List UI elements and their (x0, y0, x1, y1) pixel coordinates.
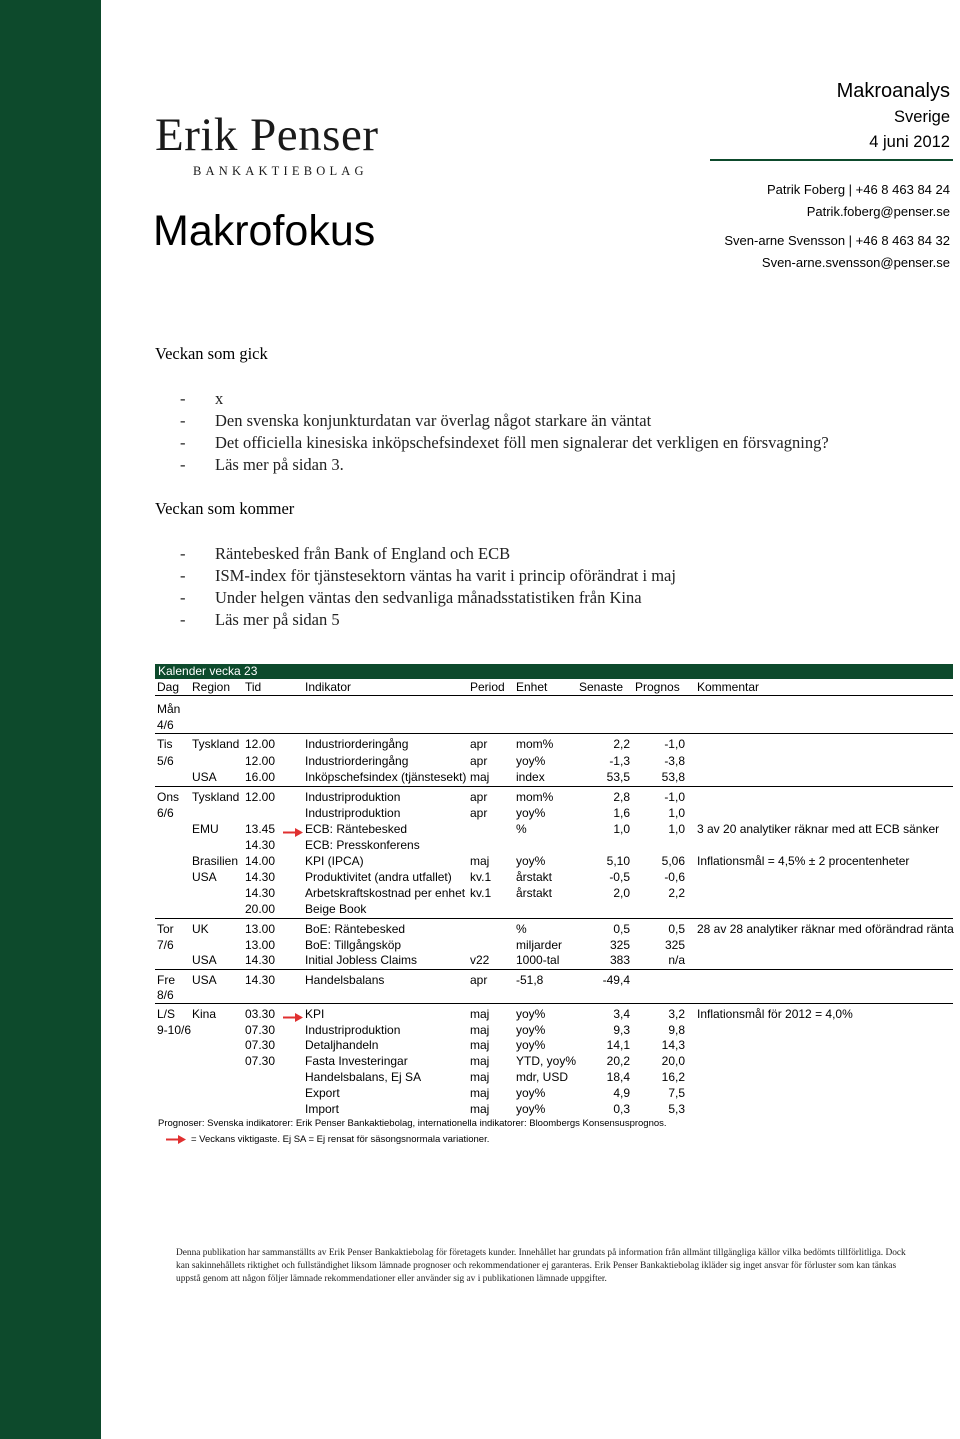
day-separator (155, 1003, 953, 1004)
cell-last: 14,1 (606, 1038, 630, 1052)
cell-region: Brasilien (192, 854, 239, 868)
cell-indicator: Industriproduktion (305, 790, 401, 804)
cell-day: Tor (157, 922, 174, 936)
cell-unit: yoy% (516, 854, 546, 868)
cell-indicator: KPI (IPCA) (305, 854, 364, 868)
legend-note: = Veckans viktigaste. Ej SA = Ej rensat för säsongsnormala variationer. (191, 1134, 490, 1145)
cell-last: 383 (609, 953, 630, 967)
list-item: - Under helgen väntas den sedvanliga månadsstatistiken från Kina (180, 588, 642, 607)
cell-forecast: 2,2 (668, 886, 685, 900)
cell-last: 0,3 (613, 1102, 630, 1116)
cell-time: 07.30 (245, 1054, 276, 1068)
cell-indicator: Industriproduktion (305, 1023, 401, 1037)
cell-indicator: Handelsbalans (305, 973, 385, 987)
cell-day: Fre (157, 973, 175, 987)
footnotes (158, 1118, 667, 1145)
cell-unit: yoy% (516, 1007, 546, 1021)
cell-period: maj (470, 1007, 490, 1021)
cell-time: 03.30 (245, 1007, 276, 1021)
cell-last: 20,2 (606, 1054, 630, 1068)
cell-day: Mån (157, 702, 181, 716)
cell-indicator: Export (305, 1086, 340, 1100)
table-row (155, 921, 953, 937)
cell-unit: yoy% (516, 754, 546, 768)
table-row (155, 736, 953, 752)
cell-time: 14.30 (245, 886, 276, 900)
cell-last: 3,4 (613, 1007, 630, 1021)
day-separator (155, 786, 953, 787)
cell-day: 4/6 (157, 718, 174, 732)
cell-indicator: Initial Jobless Claims (305, 953, 418, 967)
cell-region: Tyskland (192, 790, 240, 804)
cell-day: 8/6 (157, 988, 174, 1002)
cell-region: USA (192, 870, 217, 884)
table-row (155, 869, 953, 885)
table-row (155, 701, 953, 717)
calendar-body (155, 696, 953, 1116)
day-separator (155, 969, 953, 970)
cell-last: -1,3 (609, 754, 630, 768)
cell-unit: mom% (516, 790, 554, 804)
cell-time: 14.30 (245, 870, 276, 884)
cell-unit: yoy% (516, 1086, 546, 1100)
cell-indicator: BoE: Räntebesked (305, 922, 406, 936)
cell-time: 12.00 (245, 790, 276, 804)
cell-unit: 1000-tal (516, 953, 560, 967)
cell-indicator: Industriorderingång (305, 754, 409, 768)
cell-unit: mom% (516, 737, 554, 751)
cell-comment: 28 av 28 analytiker räknar med oförändrad ränta (697, 922, 954, 936)
forecast-source-note: Prognoser: Svenska indikatorer: Erik Penser Bankaktiebolag, internationella indikatorer: Bloombergs Konsensusprognos. (158, 1118, 667, 1129)
cell-period: apr (470, 790, 488, 804)
table-row (155, 837, 953, 853)
cell-period: maj (470, 1054, 490, 1068)
cell-period: apr (470, 737, 488, 751)
cell-last: 2,0 (613, 886, 630, 900)
cell-indicator: Import (305, 1102, 340, 1116)
cell-comment: 3 av 20 analytiker räknar med att ECB sänker (697, 822, 940, 836)
cell-indicator: KPI (305, 1007, 325, 1021)
table-row (155, 789, 953, 805)
cell-day: Tis (157, 737, 173, 751)
report-date: 4 juni 2012 (869, 133, 950, 151)
cell-unit: -51,8 (516, 973, 544, 987)
list-item: - Räntebesked från Bank of England och ECB (180, 544, 511, 563)
day-separator (155, 733, 953, 734)
cell-forecast: 5,06 (661, 854, 685, 868)
table-row (155, 1037, 953, 1053)
cell-region: USA (192, 770, 217, 784)
contact-email[interactable]: Sven-arne.svensson@penser.se (761, 255, 950, 270)
section-title-week-next: Veckan som kommer (155, 499, 295, 518)
cell-forecast: 20,0 (661, 1054, 685, 1068)
cell-last: 4,9 (613, 1086, 630, 1100)
cell-forecast: 14,3 (661, 1038, 685, 1052)
cell-forecast: n/a (668, 953, 685, 967)
calendar-title: Kalender vecka 23 (155, 664, 953, 679)
cell-period: maj (470, 1102, 490, 1116)
cell-period: v22 (470, 953, 490, 967)
cell-forecast: -1,0 (664, 737, 685, 751)
list-item: - Den svenska konjunkturdatan var överlag något starkare än väntat (180, 411, 652, 430)
cell-last: 0,5 (613, 922, 630, 936)
cell-indicator: ECB: Presskonferens (305, 838, 420, 852)
week-past-list (180, 388, 829, 476)
cell-unit: yoy% (516, 806, 546, 820)
table-row (155, 853, 953, 869)
cell-day: L/S (157, 1007, 176, 1021)
table-row (155, 1022, 953, 1038)
cell-comment: Inflationsmål = 4,5% ± 2 procentenheter (697, 854, 910, 868)
table-row (155, 753, 953, 769)
report-type: Makroanalys (836, 80, 950, 102)
cell-time: 14.30 (245, 838, 276, 852)
list-item: - ISM-index för tjänstesektorn väntas ha varit i princip oförändrat i maj (180, 566, 676, 585)
cell-last: -0,5 (609, 870, 630, 884)
header-divider (710, 159, 953, 161)
cell-indicator: Industriorderingång (305, 737, 409, 751)
cell-comment: Inflationsmål för 2012 = 4,0% (697, 1007, 853, 1021)
cell-indicator: Detaljhandeln (305, 1038, 379, 1052)
list-item: - x (180, 389, 224, 408)
cell-period: apr (470, 754, 488, 768)
cell-time: 13.00 (245, 922, 276, 936)
cell-period: apr (470, 973, 488, 987)
cell-indicator: Inköpschefsindex (tjänstesekt) (305, 770, 467, 784)
cell-last: 325 (609, 938, 630, 952)
cell-last: 2,8 (613, 790, 630, 804)
table-row (155, 1069, 953, 1085)
calendar-table (155, 664, 953, 1116)
cell-day: 5/6 (157, 754, 174, 768)
cell-day: 9-10/6 (157, 1023, 192, 1037)
cell-last: 1,0 (613, 822, 630, 836)
cell-period: maj (470, 1038, 490, 1052)
cell-forecast: 325 (664, 938, 685, 952)
cell-time: 12.00 (245, 737, 276, 751)
column-header-day: Dag (157, 680, 180, 694)
column-header-period: Period (470, 680, 505, 694)
table-row (155, 987, 953, 1003)
cell-period: apr (470, 806, 488, 820)
cell-period: kv.1 (470, 870, 492, 884)
cell-time: 07.30 (245, 1023, 276, 1037)
cell-forecast: 3,2 (668, 1007, 685, 1021)
document-title: Makrofokus (153, 207, 376, 255)
cell-unit: % (516, 822, 527, 836)
cell-last: 2,2 (613, 737, 630, 751)
brand-sidebar (0, 0, 101, 1439)
list-item: - Läs mer på sidan 5 (180, 610, 340, 629)
calendar-column-headers (155, 679, 953, 696)
important-arrow-icon (166, 1135, 186, 1144)
cell-last: 5,10 (606, 854, 630, 868)
cell-unit: mdr, USD (516, 1070, 569, 1084)
cell-time: 07.30 (245, 1038, 276, 1052)
cell-period: kv.1 (470, 886, 492, 900)
cell-unit: yoy% (516, 1038, 546, 1052)
cell-unit: yoy% (516, 1102, 546, 1116)
contact-line: Sven-arne Svensson | +46 8 463 84 32 (724, 233, 950, 248)
cell-indicator: Arbetskraftskostnad per enhet (305, 886, 466, 900)
cell-forecast: -3,8 (664, 754, 685, 768)
cell-time: 12.00 (245, 754, 276, 768)
cell-unit: YTD, yoy% (516, 1054, 577, 1068)
cell-forecast: 1,0 (668, 806, 685, 820)
cell-period: maj (470, 854, 490, 868)
column-header-indicator: Indikator (305, 680, 352, 694)
cell-unit: yoy% (516, 1023, 546, 1037)
brand-logo-subtitle: BANKAKTIEBOLAG (193, 164, 368, 178)
section-title-week-past: Veckan som gick (155, 344, 268, 363)
cell-time: 14.00 (245, 854, 276, 868)
cell-period: maj (470, 1023, 490, 1037)
cell-unit: % (516, 922, 527, 936)
table-row (155, 972, 953, 988)
cell-forecast: 5,3 (668, 1102, 685, 1116)
cell-region: USA (192, 953, 217, 967)
cell-day: 7/6 (157, 938, 174, 952)
table-row (155, 952, 953, 968)
cell-indicator: Beige Book (305, 902, 367, 916)
contact-email[interactable]: Patrik.foberg@penser.se (806, 204, 950, 219)
column-header-time: Tid (245, 680, 262, 694)
table-row (155, 1085, 953, 1101)
cell-time: 13.00 (245, 938, 276, 952)
table-row (155, 769, 953, 785)
column-header-forecast: Prognos (635, 680, 680, 694)
cell-time: 13.45 (245, 822, 276, 836)
table-row (155, 805, 953, 821)
table-row (155, 885, 953, 901)
cell-day: Ons (157, 790, 180, 804)
cell-unit: index (516, 770, 545, 784)
cell-indicator: Handelsbalans, Ej SA (305, 1070, 422, 1084)
table-row (155, 1101, 953, 1117)
cell-time: 14.30 (245, 953, 276, 967)
table-row (155, 937, 953, 953)
list-item: - Läs mer på sidan 3. (180, 455, 344, 474)
cell-time: 14.30 (245, 973, 276, 987)
cell-unit: miljarder (516, 938, 563, 952)
cell-indicator: BoE: Tillgångsköp (305, 938, 402, 952)
cell-indicator: Industriproduktion (305, 806, 401, 820)
cell-unit: årstakt (516, 870, 553, 884)
column-header-comment: Kommentar (697, 680, 760, 694)
table-row (155, 717, 953, 733)
cell-unit: årstakt (516, 886, 553, 900)
cell-forecast: -1,0 (664, 790, 685, 804)
report-region: Sverige (894, 108, 950, 126)
cell-region: Kina (192, 1007, 217, 1021)
cell-period: maj (470, 1070, 490, 1084)
list-item: - Det officiella kinesiska inköpschefsindexet föll men signalerar det verkligen en försvagning? (180, 433, 829, 452)
cell-time: 16.00 (245, 770, 276, 784)
contact-line: Patrik Foberg | +46 8 463 84 24 (767, 182, 950, 197)
cell-indicator: Fasta Investeringar (305, 1054, 408, 1068)
cell-day: 6/6 (157, 806, 174, 820)
day-separator (155, 918, 953, 919)
cell-forecast: 1,0 (668, 822, 685, 836)
cell-forecast: 16,2 (661, 1070, 685, 1084)
table-row (155, 1053, 953, 1069)
table-row (155, 901, 953, 917)
cell-last: 9,3 (613, 1023, 630, 1037)
column-header-region: Region (192, 680, 231, 694)
cell-forecast: 0,5 (668, 922, 685, 936)
disclaimer: Denna publikation har sammanställts av Erik Penser Bankaktiebolag för företagets kunder. Innehållet har grundats på information från allmänt tillgängliga källor vilka bedömts tillförlitliga. Dock kan sakinnehållets riktighet och fullständighet liksom lämnade prognoser och rekommendationer ej garanteras. Erik Penser Bankaktiebolag ikläder sig inget ansvar för förluster som kan tänkas uppstå genom att någon följer lämnade rekommendationer eller använder sig av i publikationen lämnade uppgifter. (176, 1248, 906, 1284)
cell-region: EMU (192, 822, 219, 836)
column-header-last: Senaste (579, 680, 624, 694)
cell-forecast: 53,8 (661, 770, 685, 784)
brand-logo-name: Erik Penser (155, 109, 379, 161)
cell-region: UK (192, 922, 209, 936)
cell-forecast: 9,8 (668, 1023, 685, 1037)
cell-last: 1,6 (613, 806, 630, 820)
cell-period: maj (470, 770, 490, 784)
cell-forecast: 7,5 (668, 1086, 685, 1100)
week-next-list (180, 543, 676, 631)
cell-indicator: ECB: Räntebesked (305, 822, 408, 836)
cell-indicator: Produktivitet (andra utfallet) (305, 870, 452, 884)
cell-region: Tyskland (192, 737, 240, 751)
cell-last: 53,5 (606, 770, 630, 784)
cell-region: USA (192, 973, 217, 987)
cell-time: 20.00 (245, 902, 276, 916)
column-header-unit: Enhet (516, 680, 548, 694)
table-row (155, 1006, 953, 1022)
cell-forecast: -0,6 (664, 870, 685, 884)
cell-period: maj (470, 1086, 490, 1100)
cell-last: 18,4 (606, 1070, 630, 1084)
table-row (155, 821, 953, 837)
cell-last: -49,4 (602, 973, 630, 987)
